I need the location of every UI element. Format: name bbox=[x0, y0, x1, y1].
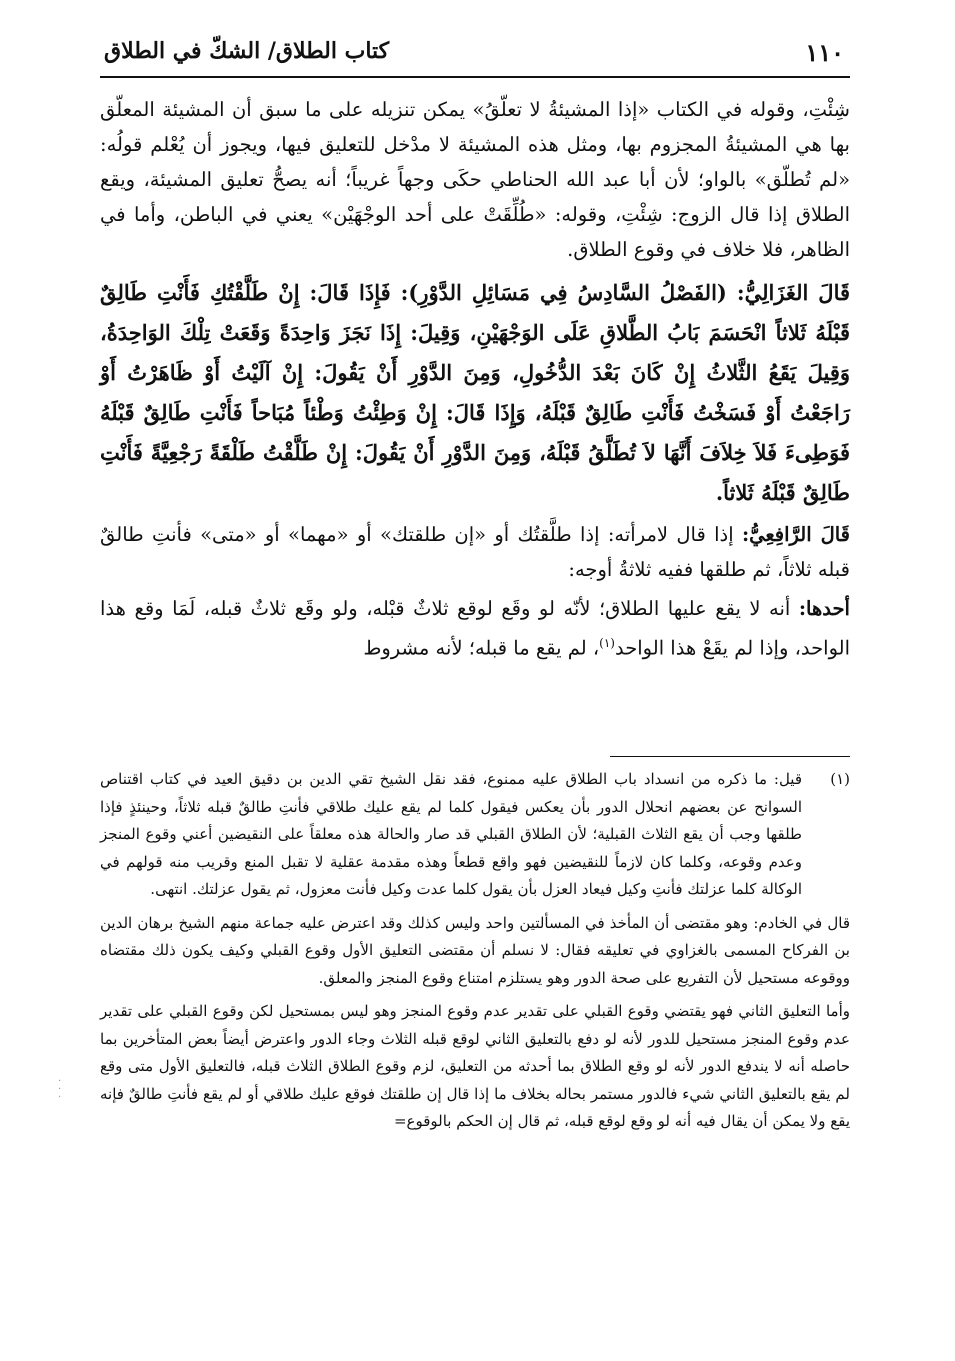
paragraph-rafii bbox=[100, 517, 850, 587]
footnotes bbox=[100, 766, 850, 1142]
first-view-text-b: ، لم يقع ما قبله؛ لأنه مشروط bbox=[363, 636, 600, 660]
footnote-marker: (١) bbox=[830, 770, 850, 788]
scan-speck: · · · bbox=[58, 1076, 62, 1103]
footnote-item: قال في الخادم: وهو مقتضى أن المأخذ في المسألتين واحد وليس كذلك وقد اعترض عليه جماعة منهم الشيخ برهان الدين بن الفركاح المسمى بالغزاوي في تعليقه فقال: لا نسلم أن مقتضى التعليق الأول وقوع القبلي وكيف يكون ذلك مقتضاه ووقوعه مستحيل لأن التفريع على صحة الدور وهو يستلزم امتناع وقوع المنجز والمعلق. bbox=[100, 913, 850, 987]
paragraph-first-view bbox=[100, 591, 850, 666]
speaker-first-view: أحدها: bbox=[798, 597, 850, 620]
page-header bbox=[100, 32, 850, 78]
footnote-reference[interactable]: (١) bbox=[599, 636, 615, 650]
footnote-text: قيل: ما ذكره من انسداد باب الطلاق عليه ممنوع، فقد نقل الشيخ تقي الدين بن دقيق العيد في كتاب اقتناص السوانح عن بعضهم انحلال الدور بأن يعكس فيقول كلما لم يقع عليك طلاقي فأنتِ طالقٌ قبله ثلاثاً، وحينئذٍ فإذا طلقها وجب أن يقع الثلاث القبلية؛ لأن الطلاق القبلي قد صار والحالة هذه معلقاً على النقيضين أعني وقوع المنجز وعدم وقوعه، وكلما كان لازماً للنقيضين فهو واقع قطعاً وهذه مقدمة عقلية لا تقبل المنع وقريب منه قولهم في الوكالة كلما عزلتك فأنتِ وكيل فيعاد العزل بأن يقول كلما عدت وكيل فأنت معزول، ثم يقول عزلتك. انتهى. bbox=[100, 770, 802, 898]
footnote-item bbox=[100, 766, 850, 904]
paragraph-commentary: شِئْتِ، وقوله في الكتاب «إذا المشيئةُ لا تعلّقُ» يمكن تنزيله على ما سبق أن المشيئة المعلّق بها هي المشيئةُ المجزوم بها، ومثل هذه المشيئة لا مدْخل للتعليق فيها، ويجوز أن يُعْلم قولُه: «لم تُطلّق» بالواو؛ لأن أبا عبد الله الحناطي حكَى وجهاً غريباً؛ أنه يصحُّ تعليق المشيئة، ويقع الطلاق إذا قال الزوج: شِئْتِ، وقوله: «طُلِّقَتْ على أحد الوجْهَيْن» يعني في الباطن، وأما في الظاهر، فلا خلاف في وقوع الطلاق. bbox=[100, 98, 850, 261]
rafii-text: إذا قال لامرأته: إذا طلَّقتُك أو «إن طلقتك» أو «مهما» أو «متى» فأنتِ طالقٌ قبله ثلاثاً، ثم طلقها ففيه ثلاثةُ أوجه: bbox=[100, 523, 850, 581]
footnote-item: وأما التعليق الثاني فهو يقتضي وقوع القبلي على تقدير عدم وقوع المنجز وهو ليس بمستحيل لكن وقوع القبلي على تقدير عدم وقوع المنجز مستحيل للدور لأنه لو دفع بالتعليق الثاني لوقع قبله الثلاث وجاء الدور واعترض أيضاً بعض المتأخرين بما حاصله أنه لا يندفع الدور لأنه لو وقع الطلاق بما أحدثه من التعليق، لزم وقوع الطلاق الثلاث قبله، فالتعليق الأول متى وقع لم يقع بالتعليق الثاني شيء فالدور مستمر بحاله بخلاف ما إذا قال إن طلقتك فوقع عليك طلاقي أو لم يقع فأنتِ طالقٌ فإنه يقع ولا يمكن أن يقال فيه أنه لو وقع لوقع قبله، ثم قال إن الحكم بالوقوع= bbox=[100, 1002, 850, 1130]
running-title: كتاب الطلاق/ الشكّ في الطلاق bbox=[104, 38, 390, 64]
speaker-ghazali: قَالَ الغَزَالِيُّ: bbox=[736, 280, 851, 305]
main-text bbox=[100, 92, 850, 670]
speaker-rafii: قَالَ الرَّافِعِيُّ: bbox=[741, 523, 851, 546]
matn-text: (الفَصْلُ السَّادِسُ فِي مَسَائِلِ الدَّوْرِ): فَإِذَا قَالَ: إِنْ طَلَّقْتُكِ فَأَنْتِ طَالِقٌ قَبْلَهُ ثَلاثاً انْحَسَمَ بَابُ الطَّلاقِ عَلَى الوَجْهَيْنِ، وَقِيلَ: إِذَا نَجَزَ وَاحِدَةً وَقَعَتْ تِلْكَ الوَاحِدَةُ، وَقِيلَ يَقَعُ الثَّلاثُ إِنْ كَانَ بَعْدَ الدُّخُولِ، وَمِنَ الدَّوْرِ أَنْ يَقُولَ: إِنْ آلَيْتُ أَوْ ظَاهَرْتُ أَوْ رَاجَعْتُ أَوْ فَسَخْتُ فَأَنْتِ طَالِقٌ قَبْلَهُ، وَإِذَا قَالَ: إِنْ وَطِئْتُ وَطْئاً مُبَاحاً فَأَنْتِ طَالِقٌ قَبْلَهُ فَوَطِىءَ فَلاَ خِلاَفَ أَنَّهَا لاَ تُطَلَّقُ قَبْلَهُ، وَمِنَ الدَّوْرِ أَنْ يَقُولَ: إِنْ طَلَّقْتُ طَلْقَةً رَجْعِيَّةً فَأَنْتِ طَالِقٌ قَبْلَهُ ثَلاثاً. bbox=[100, 280, 850, 505]
paragraph-ghazali-matn bbox=[100, 273, 850, 513]
footnote-divider bbox=[610, 756, 850, 757]
page-number: ١١٠ bbox=[805, 38, 844, 67]
first-view-text-a: أنه لا يقع عليها الطلاق؛ لأنّه لو وقَع لوقع ثلاثٌ قبْله، ولو وقَع ثلاثٌ قبله، لَمَا وقع هذا الواحد، وإذا لم يقَعْ هذا الواحد bbox=[100, 597, 850, 660]
